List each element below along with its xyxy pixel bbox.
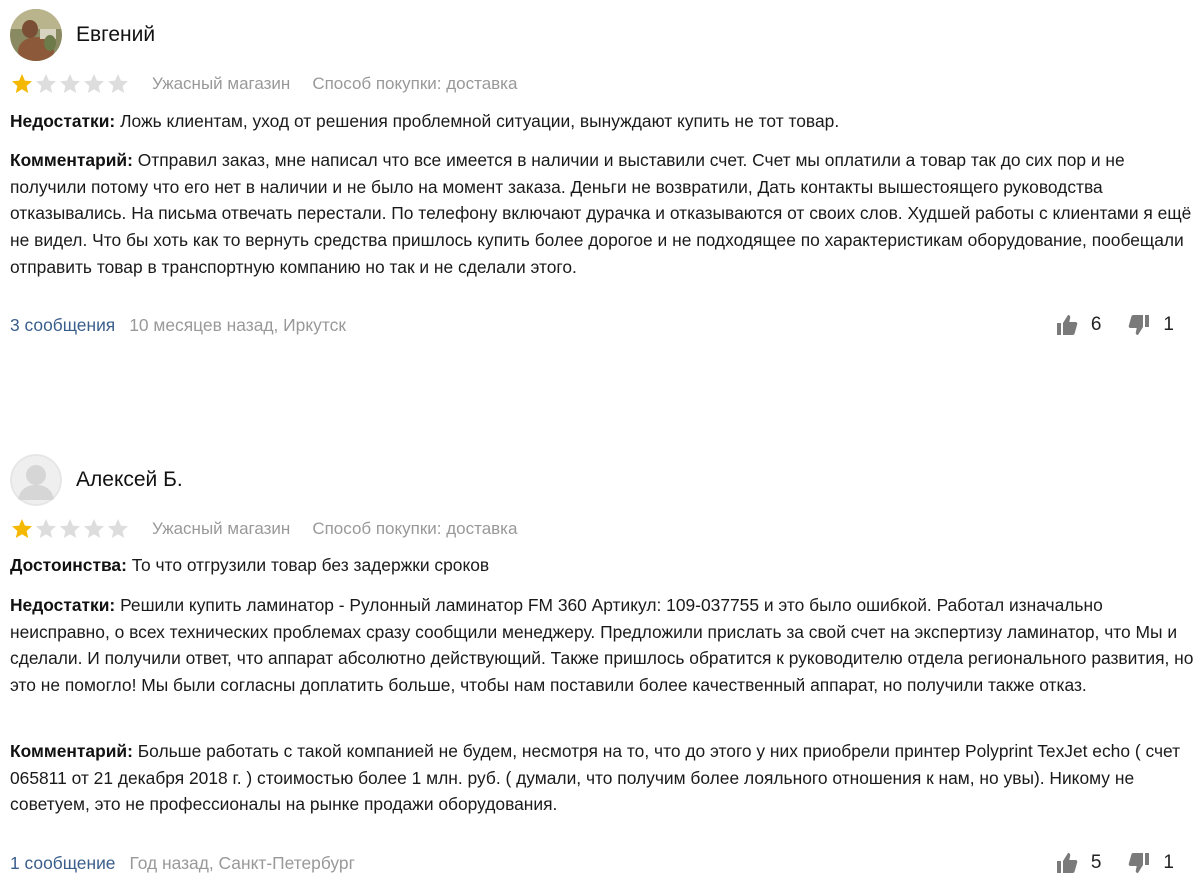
review-footer — [10, 850, 1190, 876]
thumbs-down-icon — [1127, 313, 1151, 337]
rating-label: Ужасный магазин — [152, 74, 291, 93]
star-rating — [10, 72, 130, 96]
thumbs-down-icon — [1127, 851, 1151, 875]
star-filled-icon — [10, 72, 34, 96]
user-avatar-placeholder[interactable] — [10, 454, 62, 506]
section-text: То что отгрузили товар без задержки сроков — [126, 555, 490, 575]
rating-row — [10, 516, 517, 542]
section-label: Недостатки: — [10, 111, 116, 131]
review-comment — [10, 738, 1195, 818]
review-header — [10, 455, 183, 505]
review-cons — [10, 108, 1195, 135]
section-text: Ложь клиентам, уход от решения проблемной ситуации, вынуждают купить не тот товар. — [115, 111, 840, 131]
rating-row — [10, 71, 517, 97]
section-text: Отправил заказ, мне написал что все имеется в наличии и выставили счет. Счет мы оплатили а товар так до сих пор и не получили потому что его нет в наличии и не было на момент заказа. Деньги не возвратили, Дать контакты вышестоящего руководства отказывались. На письма отвечать перестали. По телефону включают дурачка и отказываются от своих слов. Худшей работы с клиентами я ещё не видел. Что бы хоть как то вернуть средства пришлось купить более дорогое и не подходящее по характеристикам оборудование, пообещали отправить товар в транспортную компанию но так и не сделали этого. — [10, 150, 1192, 277]
author-name[interactable]: Алексей Б. — [76, 468, 183, 491]
star-empty-icon — [34, 72, 58, 96]
messages-link[interactable]: 1 сообщение — [10, 852, 116, 873]
section-label: Достоинства: — [10, 555, 127, 575]
like-count: 6 — [1090, 314, 1102, 335]
vote-controls — [1055, 850, 1174, 876]
purchase-method: Способ покупки: доставка — [312, 519, 518, 538]
rating-label: Ужасный магазин — [152, 519, 291, 538]
star-empty-icon — [82, 517, 106, 541]
star-empty-icon — [58, 72, 82, 96]
author-name[interactable]: Евгений — [76, 23, 156, 46]
purchase-method: Способ покупки: доставка — [312, 74, 518, 93]
like-count: 5 — [1090, 852, 1102, 873]
user-avatar-photo[interactable] — [10, 9, 62, 61]
like-button[interactable] — [1055, 851, 1102, 875]
section-text: Больше работать с такой компанией не будем, несмотря на то, что до этого у них приобрели принтер Polyprint TexJet echo ( счет 065811 от 21 декабря 2018 г. ) стоимостью более 1 млн. руб. ( думали, что получим более лояльного отношения к нам, но увы). Никому не советуем, это не профессионалы на рынке продажи оборудования. — [10, 741, 1181, 815]
date-location: 10 месяцев назад, Иркутск — [129, 314, 346, 335]
messages-link[interactable]: 3 сообщения — [10, 314, 116, 335]
thumbs-up-icon — [1055, 851, 1079, 875]
section-label: Комментарий: — [10, 741, 133, 761]
like-button[interactable] — [1055, 313, 1102, 337]
section-label: Недостатки: — [10, 595, 116, 615]
date-location: Год назад, Санкт-Петербург — [129, 852, 355, 873]
review-footer — [10, 312, 1190, 338]
review-comment — [10, 147, 1195, 281]
vote-controls — [1055, 312, 1174, 338]
dislike-count: 1 — [1163, 314, 1174, 335]
dislike-button[interactable] — [1127, 851, 1174, 875]
star-empty-icon — [106, 517, 130, 541]
star-empty-icon — [106, 72, 130, 96]
dislike-count: 1 — [1163, 852, 1174, 873]
section-text: Решили купить ламинатор - Рулонный ламинатор FM 360 Артикул: 109-037755 и это было ошибкой. Работал изначально неисправно, о всех технических проблемах сразу сообщили менеджеру. Предложили прислать за свой счет на экспертизу ламинатор, что Мы и сделали. И получили ответ, что аппарат абсолютно действующий. Также пришлось обратится к руководителю отдела регионального развития, но это не помогло! Мы были согласны доплатить больше, чтобы нам поставили более качественный аппарат, но получили также отказ. — [10, 595, 1194, 696]
star-filled-icon — [10, 517, 34, 541]
thumbs-up-icon — [1055, 313, 1079, 337]
review-pros — [10, 552, 1195, 579]
star-empty-icon — [58, 517, 82, 541]
star-empty-icon — [82, 72, 106, 96]
review-cons — [10, 592, 1195, 699]
section-label: Комментарий: — [10, 150, 133, 170]
dislike-button[interactable] — [1127, 313, 1174, 337]
review-header — [10, 10, 155, 60]
star-empty-icon — [34, 517, 58, 541]
star-rating — [10, 517, 130, 541]
